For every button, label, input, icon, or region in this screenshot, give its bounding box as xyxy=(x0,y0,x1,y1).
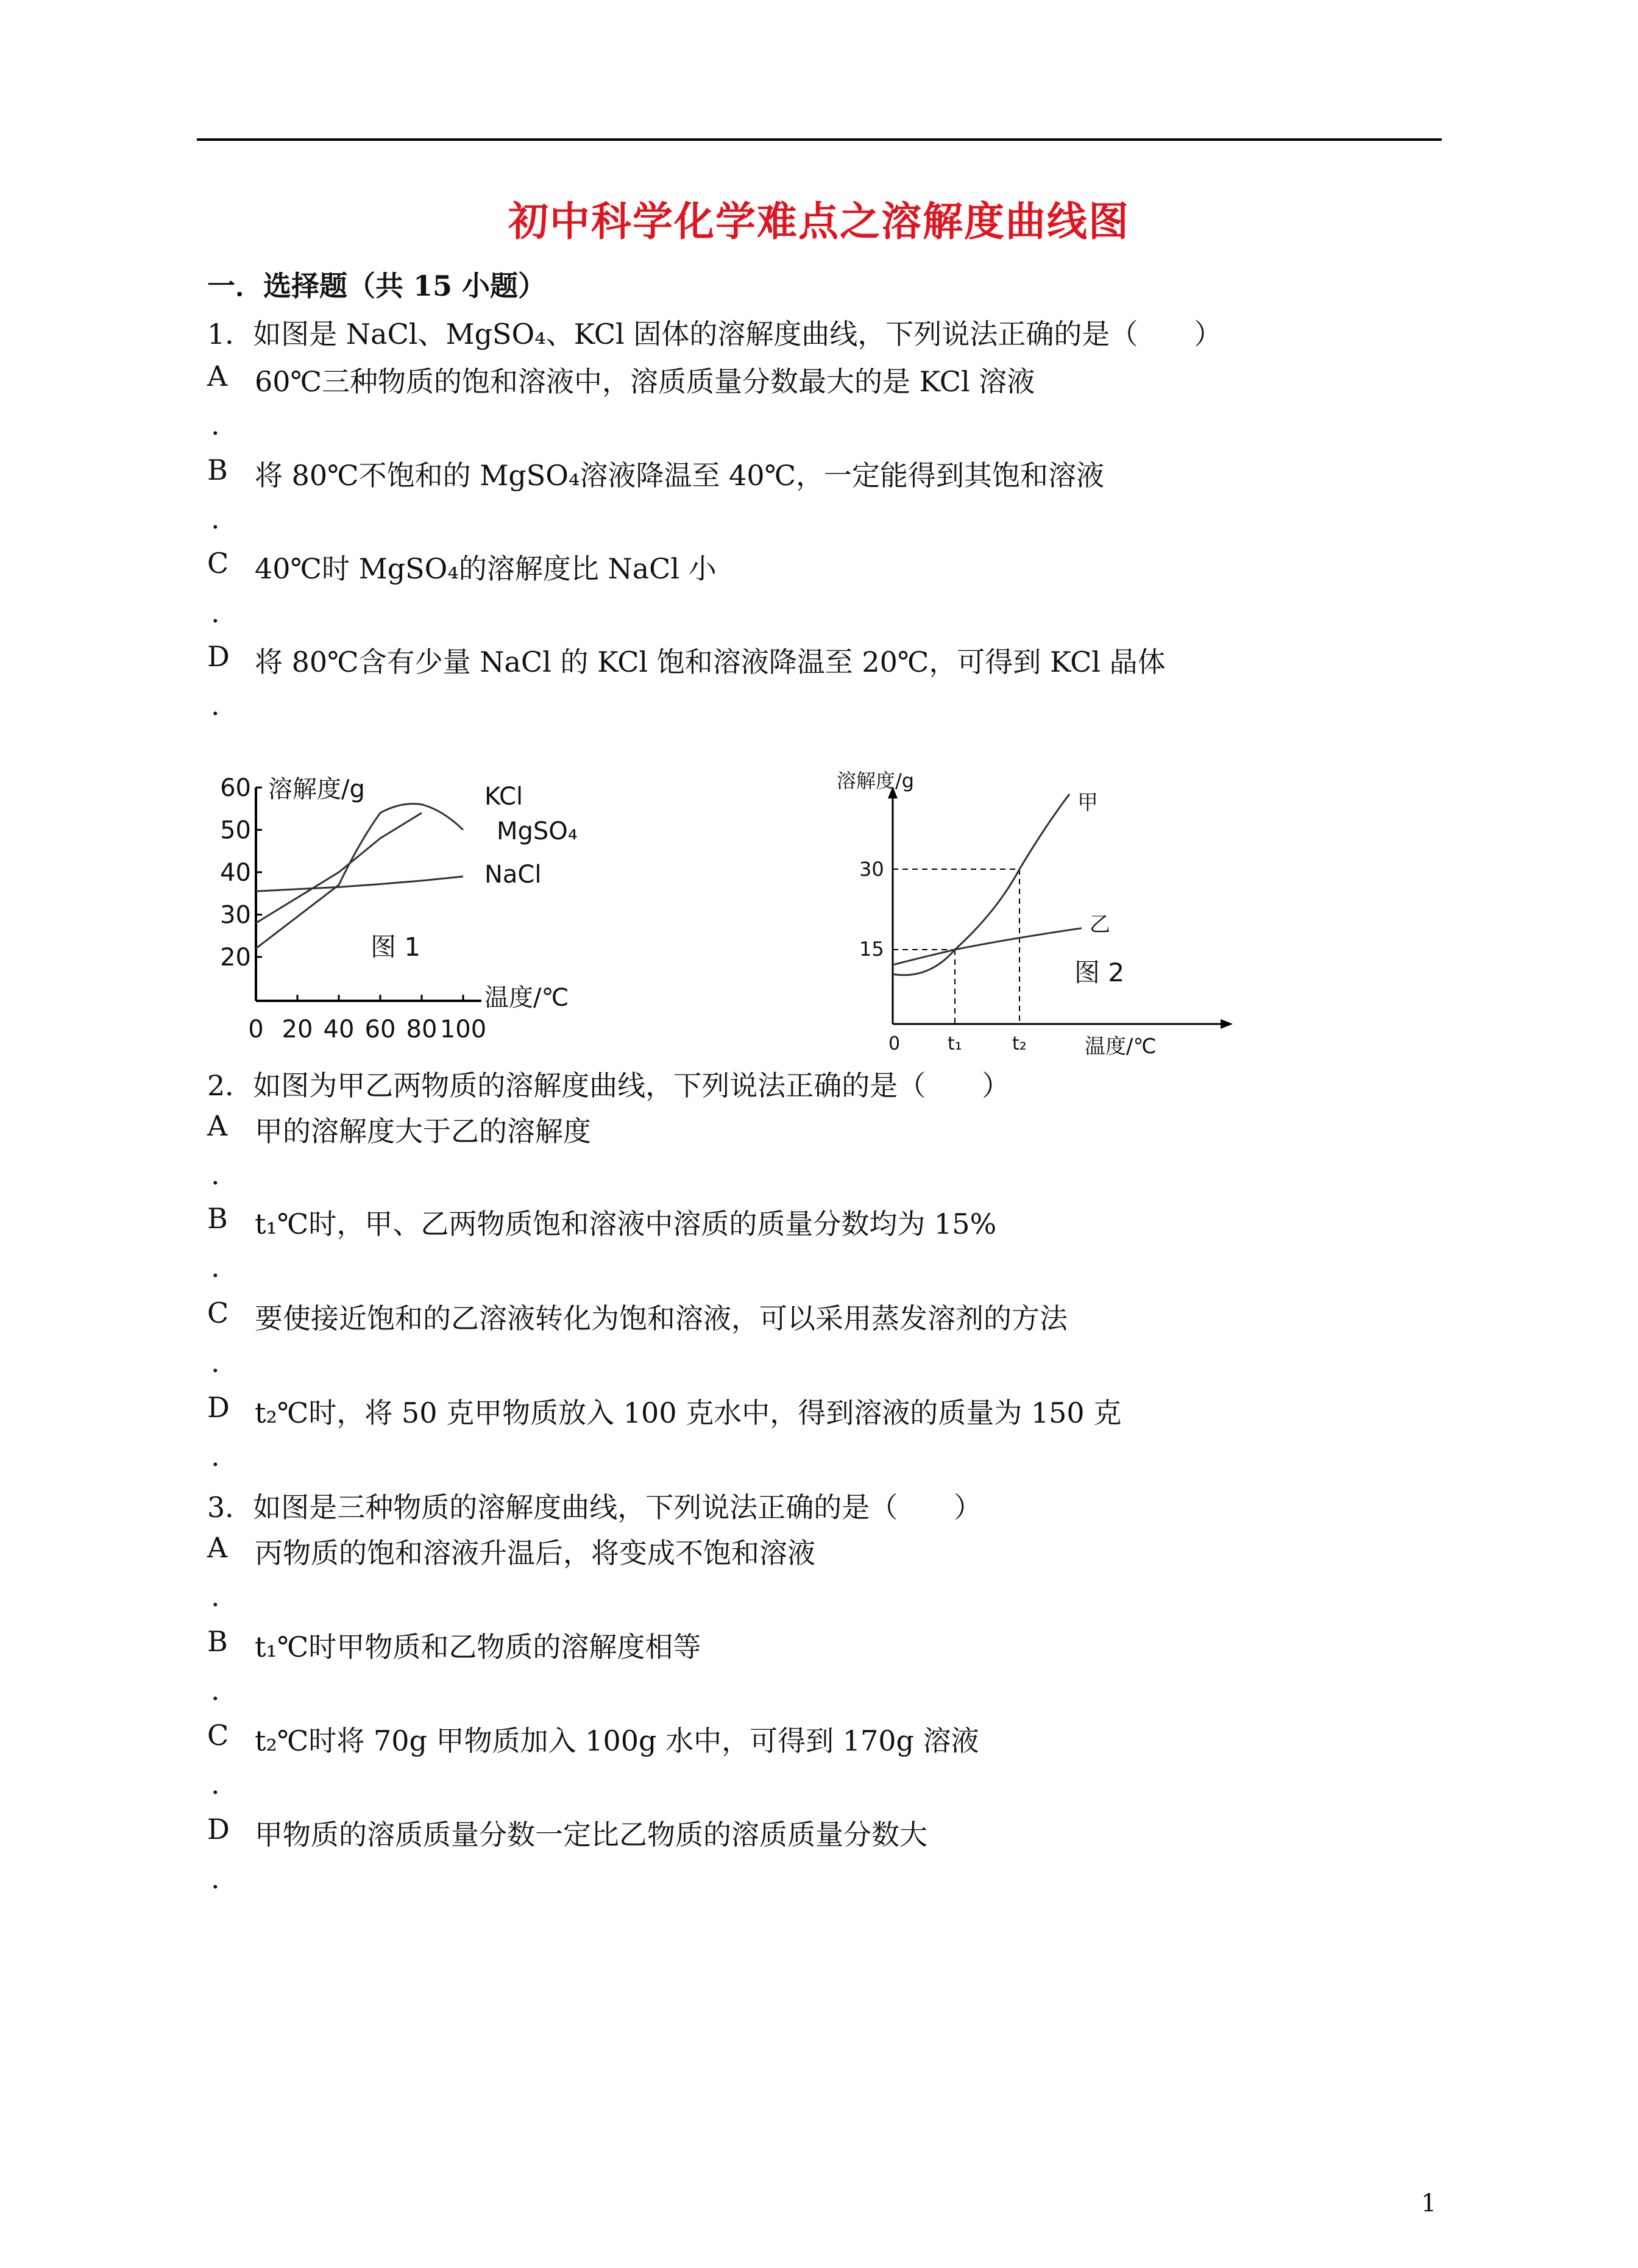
question-1 xyxy=(207,312,1222,352)
fig1-xtick-label: 20 xyxy=(282,1015,313,1043)
option-dot: . xyxy=(211,1768,220,1801)
fig2-legend-jia: 甲 xyxy=(1077,791,1098,815)
option-letter: A xyxy=(207,1109,228,1142)
top-rule xyxy=(197,138,1442,141)
option-letter: B xyxy=(207,1625,228,1658)
fig1-legend-kcl: KCl xyxy=(484,783,523,811)
option-dot: . xyxy=(211,1251,220,1284)
fig1-legend-nacl: NaCl xyxy=(484,861,542,889)
fig2-xtick-0: 0 xyxy=(888,1033,901,1054)
fig1-caption: 图 1 xyxy=(370,932,421,962)
option-dot: . xyxy=(211,1580,220,1613)
option-letter: D xyxy=(207,640,230,673)
fig1-ytick-label: 30 xyxy=(220,901,251,930)
option-text: 甲的溶解度大于乙的溶解度 xyxy=(255,1115,591,1148)
option-text: 40℃时 MgSO₄的溶解度比 NaCl 小 xyxy=(255,552,717,585)
fig1-legend-mgso4: MgSO₄ xyxy=(497,817,578,845)
fig1-xtick-label: 60 xyxy=(364,1015,396,1043)
option-text: t₂℃时将 70g 甲物质加入 100g 水中，可得到 170g 溶液 xyxy=(255,1724,979,1757)
question-stem: 如图为甲乙两物质的溶解度曲线，下列说法正确的是（ ） xyxy=(253,1069,1010,1102)
question-3 xyxy=(207,1485,982,1526)
option-text: 要使接近饱和的乙溶液转化为饱和溶液，可以采用蒸发溶剂的方法 xyxy=(255,1302,1068,1335)
fig1-xtick-label: 100 xyxy=(439,1015,487,1043)
question-stem: 如图是 NaCl、MgSO₄、KCl 固体的溶解度曲线，下列说法正确的是（ ） xyxy=(253,318,1222,350)
option-dot: . xyxy=(211,689,220,722)
fig2-ytick-15: 15 xyxy=(859,937,884,961)
option-dot: . xyxy=(211,408,220,441)
option-letter: A xyxy=(207,1531,228,1564)
option-letter: D xyxy=(207,1813,230,1846)
fig2-ytick-30: 30 xyxy=(859,858,884,881)
fig1-ytick-label: 50 xyxy=(220,816,251,845)
option-letter: B xyxy=(207,1202,228,1235)
fig2-xtick-t2: t₂ xyxy=(1012,1033,1027,1054)
option-text: 甲物质的溶质质量分数一定比乙物质的溶质质量分数大 xyxy=(255,1818,927,1851)
fig2-legend-yi: 乙 xyxy=(1090,912,1110,937)
question-2 xyxy=(207,1064,1010,1104)
fig1-ytick-label: 40 xyxy=(220,859,251,887)
question-stem: 如图是三种物质的溶解度曲线，下列说法正确的是（ ） xyxy=(253,1491,982,1524)
option-letter: D xyxy=(207,1391,230,1424)
fig1-xlabel: 温度/℃ xyxy=(484,984,569,1012)
option-letter: C xyxy=(207,547,229,580)
option-dot: . xyxy=(211,1674,220,1707)
option-text: 丙物质的饱和溶液升温后，将变成不饱和溶液 xyxy=(255,1537,815,1569)
question-number: 2． xyxy=(207,1069,254,1102)
figure-1-chart xyxy=(207,762,597,1054)
fig1-xtick-label: 0 xyxy=(248,1015,264,1043)
fig1-ytick-label: 20 xyxy=(220,944,251,972)
option-dot: . xyxy=(211,1862,220,1895)
fig2-x-arrow xyxy=(1221,1019,1233,1029)
option-letter: B xyxy=(207,453,228,486)
fig2-series-jia-line xyxy=(894,794,1069,975)
fig2-xtick-t1: t₁ xyxy=(948,1033,962,1054)
option-dot: . xyxy=(211,502,220,535)
figure-2-chart xyxy=(826,762,1252,1067)
fig1-xtick-label: 80 xyxy=(406,1015,438,1043)
option-dot: . xyxy=(211,1158,220,1191)
option-text: 60℃三种物质的饱和溶液中，溶质质量分数最大的是 KCl 溶液 xyxy=(255,365,1035,398)
fig1-ytick-label: 60 xyxy=(220,774,251,802)
option-letter: C xyxy=(207,1719,229,1752)
fig2-series-yi-line xyxy=(894,928,1082,965)
section-heading: 一．选择题（共 15 小题） xyxy=(207,269,547,302)
fig1-ylabel: 溶解度/g xyxy=(268,775,365,803)
option-dot: . xyxy=(211,1440,220,1473)
option-letter: A xyxy=(207,360,228,393)
fig2-caption: 图 2 xyxy=(1074,958,1125,987)
option-letter: C xyxy=(207,1296,229,1329)
page-number: 1 xyxy=(1421,2189,1437,2217)
option-text: 将 80℃含有少量 NaCl 的 KCl 饱和溶液降温至 20℃，可得到 KCl 晶体 xyxy=(255,645,1166,678)
fig1-series-line xyxy=(256,813,422,923)
option-dot: . xyxy=(211,596,220,629)
option-text: t₁℃时，甲、乙两物质饱和溶液中溶质的质量分数均为 15% xyxy=(255,1207,997,1240)
fig1-series-line xyxy=(256,876,463,891)
page-title: 初中科学化学难点之溶解度曲线图 xyxy=(508,197,1130,245)
fig2-xlabel: 温度/℃ xyxy=(1085,1034,1157,1059)
fig2-ylabel: 溶解度/g xyxy=(837,769,915,792)
option-text: 将 80℃不饱和的 MgSO₄溶液降温至 40℃，一定能得到其饱和溶液 xyxy=(255,459,1105,492)
option-dot: . xyxy=(211,1346,220,1379)
question-number: 1． xyxy=(207,318,254,350)
option-text: t₁℃时甲物质和乙物质的溶解度相等 xyxy=(255,1630,701,1663)
option-text: t₂℃时，将 50 克甲物质放入 100 克水中，得到溶液的质量为 150 克 xyxy=(255,1396,1122,1429)
fig1-xtick-label: 40 xyxy=(323,1015,355,1043)
fig1-series-line xyxy=(256,804,463,948)
question-number: 3． xyxy=(207,1491,254,1524)
